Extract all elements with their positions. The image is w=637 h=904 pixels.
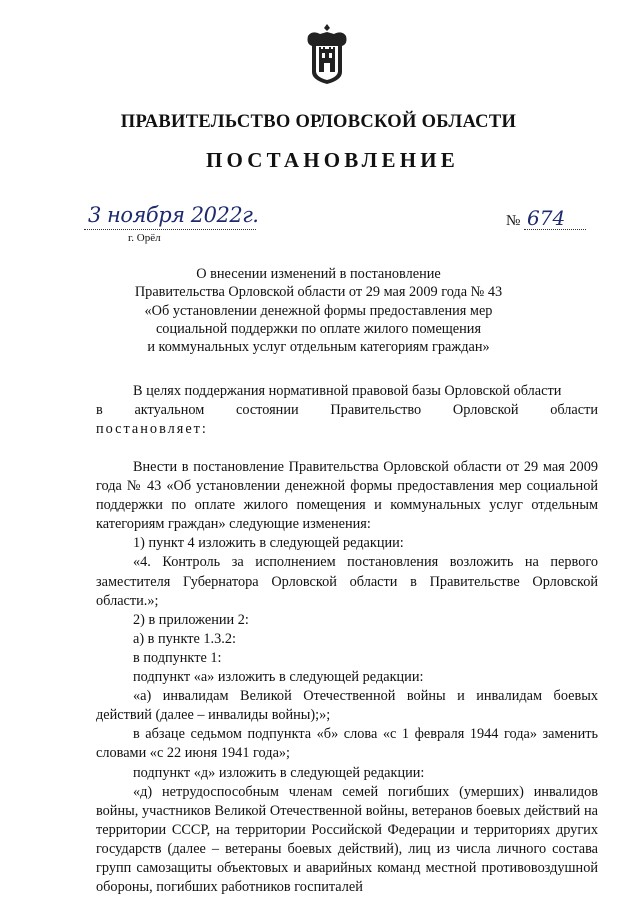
body-paragraph: подпункт «д» изложить в следующей редакции: <box>133 764 425 781</box>
body-paragraph: в абзаце седьмом подпункта «б» слова «с 1 февраля 1944 года» заменить словами «с 22 июня 1941 года»; <box>96 726 598 762</box>
preamble-line: в актуальном состоянии Правительство Орловской области <box>96 402 598 419</box>
date-underline <box>84 229 256 230</box>
body-paragraph: «д) нетрудоспособным членам семей погибших (умерших) инвалидов войны, участников Великой Отечественной войны, ветеранов боевых действий на территории СССР, на территории Российской Федерации и территориях других государств (далее – ветераны боевых действий), лиц из числа личного состава групп самозащиты объектовых и аварийных команд местной противовоздушной обороны, погибших работников госпиталей <box>96 783 598 896</box>
title-line: «Об установлении денежной формы предоставления мер <box>144 302 493 319</box>
title-line: О внесении изменений в постановление <box>196 266 441 282</box>
document-title <box>0 265 637 356</box>
body-paragraph: «а) инвалидам Великой Отечественной войны и инвалидам боевых действий (далее – инвалиды войны);»; <box>96 688 598 724</box>
preamble-line: В целях поддержания нормативной правовой базы Орловской области <box>133 383 562 399</box>
body-paragraph: «4. Контроль за исполнением постановления возложить на первого заместителя Губернатора Орловской области в Правительстве Орловской области.»; <box>96 554 598 609</box>
body-paragraph: а) в пункте 1.3.2: <box>133 630 236 647</box>
document-type: ПОСТАНОВЛЕНИЕ <box>205 148 460 172</box>
body-paragraph: в подпункте 1: <box>133 649 222 666</box>
number-underline <box>524 229 586 230</box>
title-line: социальной поддержки по оплате жилого помещения <box>155 320 482 337</box>
title-line: Правительства Орловской области от 29 мая 2009 года № 43 <box>134 284 503 301</box>
body-paragraph: Внести в постановление Правительства Орловской области от 29 мая 2009 года № 43 «Об установлении денежной формы предоставления мер социальной поддержки по оплате жилого помещения и коммунальных услуг отдельным категориям граждан» следующие изменения: <box>96 459 598 533</box>
body-paragraph: 1) пункт 4 изложить в следующей редакции: <box>133 535 404 552</box>
preamble-line: постановляет: <box>96 421 208 438</box>
preamble <box>96 382 598 439</box>
government-name: ПРАВИТЕЛЬСТВО ОРЛОВСКОЙ ОБЛАСТИ <box>120 112 517 132</box>
document-city: г. Орёл <box>128 232 161 244</box>
document-number: 674 <box>527 206 566 230</box>
body-text <box>96 458 598 897</box>
body-paragraph: подпункт «а» изложить в следующей редакции: <box>133 669 424 686</box>
number-label: № <box>506 213 521 229</box>
body-paragraph: 2) в приложении 2: <box>133 611 249 628</box>
document-date: 3 ноября 2022г. <box>88 203 259 227</box>
orel-coat-of-arms-icon <box>302 22 352 86</box>
title-line: и коммунальных услуг отдельным категориям граждан» <box>147 339 490 356</box>
